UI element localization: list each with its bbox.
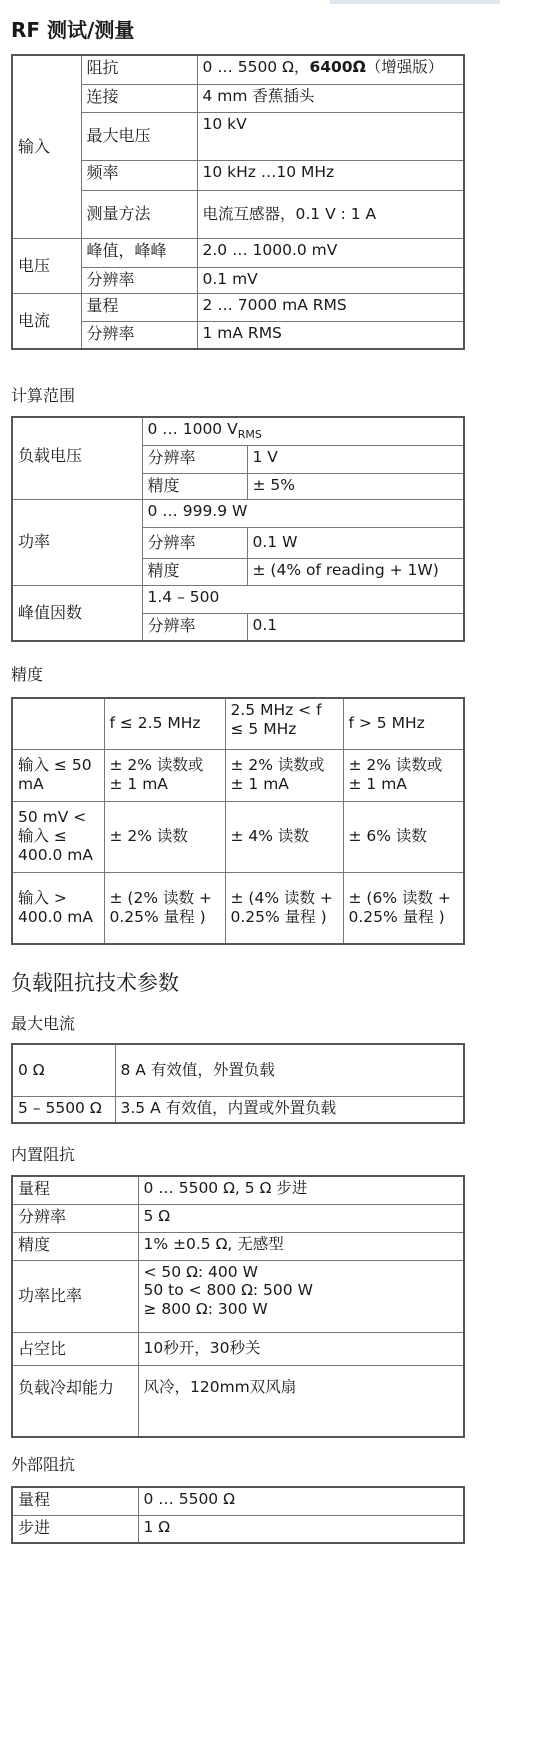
table-cell: 5 – 5500 Ω [12, 1096, 115, 1123]
rf-section-title: RF 测试/测量 [11, 18, 135, 42]
max-current-title: 最大电流 [11, 1014, 76, 1033]
table-row [12, 55, 464, 84]
table-row [12, 499, 464, 527]
table-row [12, 1176, 464, 1204]
row-label: 量程 [12, 1487, 138, 1515]
row-value [138, 1260, 464, 1332]
load-voltage-label: 负载电压 [12, 417, 142, 499]
table-cell: ± 2% 读数或 ± 1 mA [104, 749, 225, 801]
table-cell: ± (6% 读数 + 0.25% 量程 ) [343, 872, 464, 944]
row-label: 分辨率 [142, 445, 247, 473]
table-cell: ± 2% 读数或 ± 1 mA [343, 749, 464, 801]
row-label: 阻抗 [81, 55, 197, 84]
row-value: 10秒开，30秒关 [138, 1332, 464, 1365]
row-value: ± (4% of reading + 1W) [247, 558, 464, 585]
row-value: 10 kV [197, 112, 464, 160]
table-row [12, 1332, 464, 1365]
row-value: 风冷，120mm双风扇 [138, 1365, 464, 1437]
row-label: 量程 [12, 1176, 138, 1204]
row-value: 4 mm 香蕉插头 [197, 84, 464, 112]
row-value: 0.1 [247, 613, 464, 641]
load-voltage-range: 0 … 1000 $V_{RMS}$ [142, 417, 464, 445]
accuracy-table [11, 697, 465, 945]
row-label: 负载冷却能力 [12, 1365, 138, 1437]
row-label: 占空比 [12, 1332, 138, 1365]
row-value: 1 mA RMS [197, 321, 464, 349]
internal-impedance-table [11, 1175, 465, 1438]
header-cell: 2.5 MHz < f ≤ 5 MHz [225, 698, 343, 749]
row-label: 分辨率 [142, 527, 247, 558]
row-label: 精度 [142, 558, 247, 585]
power-rating-line: 50 to < 800 Ω: 500 W [143, 1281, 313, 1300]
calc-section-title: 计算范围 [11, 386, 76, 405]
table-cell: ± (4% 读数 + 0.25% 量程 ) [225, 872, 343, 944]
group-label-current: 电流 [12, 293, 81, 349]
table-row [12, 1365, 464, 1437]
row-label: 分辨率 [142, 613, 247, 641]
row-label: 分辨率 [81, 267, 197, 293]
table-cell: 0 Ω [12, 1044, 115, 1096]
row-label: 输入 ≤ 50 mA [12, 749, 104, 801]
table-cell: 8 A 有效值，外置负载 [115, 1044, 464, 1096]
row-label: 频率 [81, 160, 197, 190]
row-label: 分辨率 [12, 1204, 138, 1232]
power-rating-line: < 50 Ω: 400 W [143, 1262, 258, 1281]
table-row [12, 1260, 464, 1332]
row-value: 1% ±0.5 Ω, 无感型 [138, 1232, 464, 1260]
table-row [12, 1487, 464, 1515]
power-label: 功率 [12, 499, 142, 585]
top-accent-bar [330, 0, 500, 4]
external-impedance-title: 外部阻抗 [11, 1455, 76, 1474]
group-label-voltage: 电压 [12, 238, 81, 293]
row-label: 精度 [12, 1232, 138, 1260]
calc-table [11, 416, 465, 642]
table-row [12, 1204, 464, 1232]
max-current-table [11, 1043, 465, 1124]
crest-factor-label: 峰值因数 [12, 585, 142, 641]
row-value: 0 … 5500 Ω [138, 1487, 464, 1515]
row-value: ± 5% [247, 473, 464, 499]
table-row [12, 417, 464, 445]
row-value: 2 … 7000 mA RMS [197, 293, 464, 321]
row-value: 0 … 5500 Ω，6400Ω（增强版） [197, 55, 464, 84]
external-impedance-table [11, 1486, 465, 1544]
row-value: 5 Ω [138, 1204, 464, 1232]
row-label: 步进 [12, 1515, 138, 1543]
table-row [12, 1044, 464, 1096]
table-row [12, 1096, 464, 1123]
table-row [12, 1515, 464, 1543]
row-value: 0 … 5500 Ω, 5 Ω 步进 [138, 1176, 464, 1204]
rf-table [11, 54, 465, 350]
table-row [12, 585, 464, 613]
row-value: 10 kHz …10 MHz [197, 160, 464, 190]
header-cell: f > 5 MHz [343, 698, 464, 749]
row-value: 0.1 W [247, 527, 464, 558]
row-label: 连接 [81, 84, 197, 112]
row-label: 最大电压 [81, 112, 197, 160]
table-header-row [12, 698, 464, 749]
header-cell: f ≤ 2.5 MHz [104, 698, 225, 749]
table-cell: ± (2% 读数 + 0.25% 量程 ) [104, 872, 225, 944]
row-label: 功率比率 [12, 1260, 138, 1332]
table-cell: ± 4% 读数 [225, 801, 343, 872]
table-cell: ± 2% 读数 [104, 801, 225, 872]
table-row [12, 1232, 464, 1260]
row-label: 50 mV < 输入 ≤ 400.0 mA [12, 801, 104, 872]
crest-factor-range: 1.4 – 500 [142, 585, 464, 613]
header-cell [12, 698, 104, 749]
table-cell: ± 2% 读数或 ± 1 mA [225, 749, 343, 801]
row-label: 量程 [81, 293, 197, 321]
table-row [12, 801, 464, 872]
row-value: 1 Ω [138, 1515, 464, 1543]
internal-impedance-title: 内置阻抗 [11, 1145, 76, 1164]
row-label: 分辨率 [81, 321, 197, 349]
table-cell: 3.5 A 有效值，内置或外置负载 [115, 1096, 464, 1123]
row-value: 电流互感器，0.1 V : 1 A [197, 190, 464, 238]
table-row [12, 238, 464, 267]
row-label: 精度 [142, 473, 247, 499]
load-section-title: 负载阻抗技术参数 [11, 971, 179, 995]
row-label: 输入 > 400.0 mA [12, 872, 104, 944]
row-value: 2.0 … 1000.0 mV [197, 238, 464, 267]
table-row [12, 749, 464, 801]
table-row [12, 872, 464, 944]
row-value: 1 V [247, 445, 464, 473]
row-label: 测量方法 [81, 190, 197, 238]
group-label-input: 输入 [12, 55, 81, 238]
table-row [12, 293, 464, 321]
row-label: 峰值，峰峰 [81, 238, 197, 267]
accuracy-section-title: 精度 [11, 665, 44, 684]
table-cell: ± 6% 读数 [343, 801, 464, 872]
power-rating-line: ≥ 800 Ω: 300 W [143, 1300, 268, 1319]
power-range: 0 … 999.9 W [142, 499, 464, 527]
row-value: 0.1 mV [197, 267, 464, 293]
